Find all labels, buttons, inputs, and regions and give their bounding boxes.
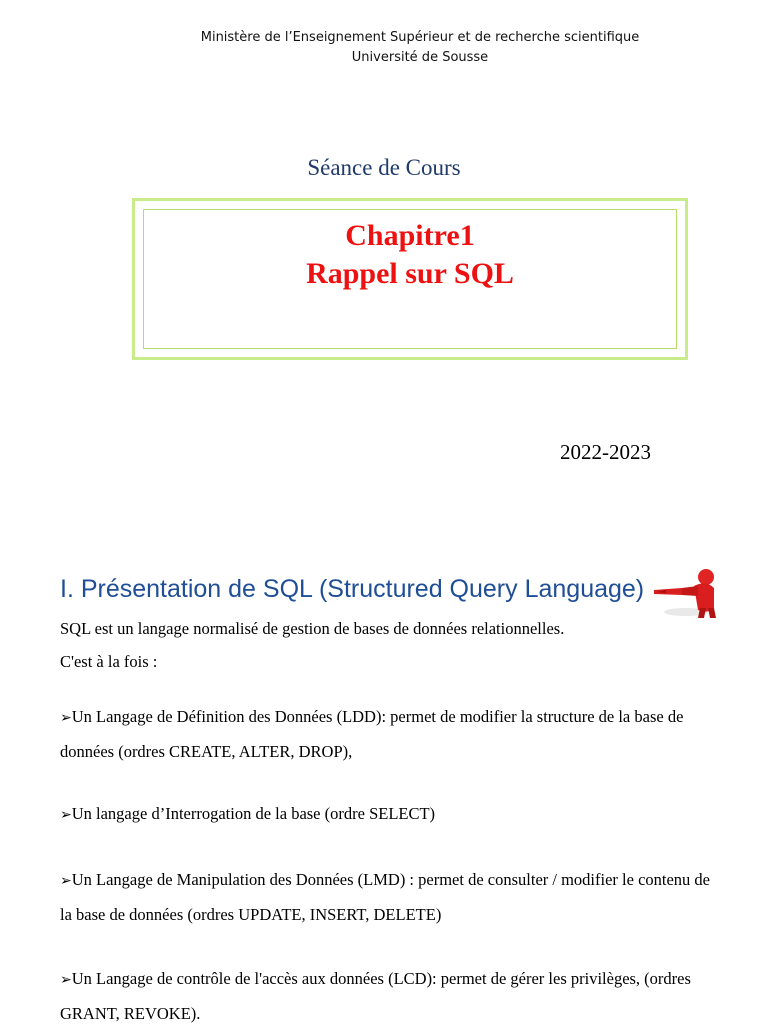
intro-line-2: C'est à la fois : bbox=[60, 652, 158, 671]
intro-line-1: SQL est un langage normalisé de gestion de bases de données relationnelles. bbox=[60, 619, 565, 638]
university-line: Université de Sousse bbox=[351, 50, 489, 65]
red-figure-pointing-icon bbox=[652, 568, 716, 618]
chapter-title: Rappel sur SQL bbox=[306, 257, 514, 290]
bullet-text: Un Langage de Manipulation des Données (LMD) : permet de consulter / modifier le contenu de la base de données (ordres UPDATE, INSERT, DELETE) bbox=[60, 870, 710, 924]
chapter-number: Chapitre1 bbox=[345, 219, 475, 252]
bullet-arrow-icon: ➢ bbox=[60, 808, 72, 823]
bullet-interrogation bbox=[60, 797, 720, 832]
bullet-text: Un Langage de contrôle de l'accès aux données (LCD): permet de gérer les privilèges, (ordres GRANT, REVOKE). bbox=[60, 969, 691, 1023]
bullet-arrow-icon: ➢ bbox=[60, 874, 72, 889]
bullet-text: Un langage d’Interrogation de la base (ordre SELECT) bbox=[71, 804, 436, 823]
bullet-ldd bbox=[60, 700, 720, 768]
bullet-lcd bbox=[60, 962, 720, 1030]
bullet-text: Un Langage de Définition des Données (LDD): permet de modifier la structure de la base de données (ordres CREATE, ALTER, DROP), bbox=[60, 707, 684, 761]
bullet-arrow-icon: ➢ bbox=[60, 973, 72, 988]
session-title: Séance de Cours bbox=[307, 155, 461, 180]
bullet-lmd bbox=[60, 863, 720, 931]
ministry-line: Ministère de l’Enseignement Supérieur et de recherche scientifique bbox=[200, 30, 640, 45]
section-heading: I. Présentation de SQL (Structured Query Language) bbox=[60, 575, 645, 603]
bullet-arrow-icon: ➢ bbox=[60, 711, 72, 726]
academic-year: 2022-2023 bbox=[560, 440, 651, 464]
